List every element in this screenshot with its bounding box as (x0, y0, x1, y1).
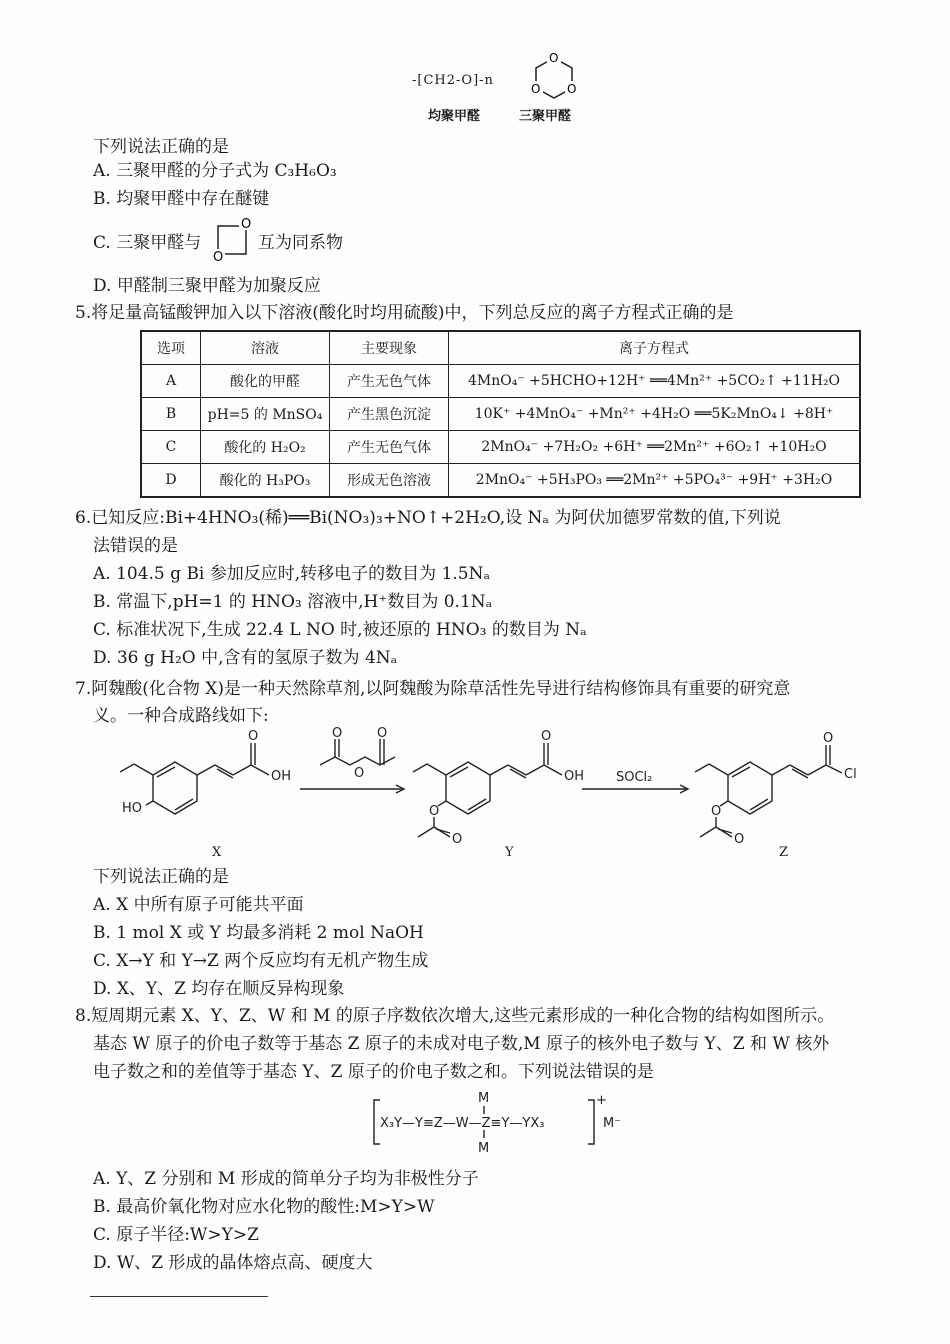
z-carbonyl-o: O (823, 731, 834, 746)
q5-cell: 2MnO₄⁻ +5H₃PO₃ ══2Mn²⁺ +5PO₄³⁻ +9H⁺ +3H₂O (449, 464, 861, 498)
q5-header-option: 选项 (141, 331, 201, 365)
q7-option-c: C. X→Y 和 Y→Z 两个反应均有无机产物生成 (93, 951, 429, 971)
trioxane-o-right: O (567, 82, 577, 96)
q6-option-c: C. 标准状况下,生成 22.4 L NO 时,被还原的 HNO₃ 的数目为 Nₐ (93, 620, 587, 640)
q5-cell: D (141, 464, 201, 498)
q4-option-a: A. 三聚甲醛的分子式为 C₃H₆O₃ (93, 161, 337, 181)
q4-option-c-before: C. 三聚甲醛与 (93, 233, 202, 253)
counter-ion: M⁻ (603, 1116, 622, 1131)
anhydride-o-right: O (377, 726, 388, 741)
y-ester-carbonyl-o: O (452, 832, 463, 847)
q5-cell: pH=5 的 MnSO₄ (201, 398, 330, 431)
polyoxymethylene-caption: 均聚甲醛 (428, 109, 481, 124)
y-carbonyl-o: O (541, 729, 552, 744)
q8-stem-line1: 8.短周期元素 X、Y、Z、W 和 M 的原子序数依次增大,这些元素形成的一种化合物的结构如图所示。 (75, 1006, 835, 1026)
y-ester-o: O (429, 804, 440, 819)
q5-cell: 酸化的 H₃PO₃ (201, 464, 330, 498)
m-top: M (478, 1091, 490, 1106)
compound-z-structure (695, 745, 842, 837)
anhydride-o-left: O (332, 726, 343, 741)
synthesis-route (120, 725, 880, 865)
q6-stem-line2: 法错误的是 (93, 536, 178, 556)
footer-rule (90, 1296, 268, 1297)
reagent-socl2: SOCl₂ (616, 770, 653, 785)
charge: + (596, 1093, 607, 1108)
m-bottom: M (478, 1141, 490, 1156)
q5-header-row (141, 331, 860, 365)
oxetane-o-bottom: O (213, 250, 224, 265)
q5-row-c (141, 431, 860, 464)
q7-option-d: D. X、Y、Z 均存在顺反异构现象 (93, 979, 345, 999)
z-ester-o: O (711, 804, 722, 819)
q6-option-a: A. 104.5 g Bi 参加反应时,转移电子的数目为 1.5Nₐ (93, 564, 491, 584)
q5-row-a (141, 365, 860, 398)
right-bracket (588, 1100, 594, 1144)
q4-option-c-after: 互为同系物 (258, 233, 343, 253)
q5-cell: 产生黑色沉淀 (330, 398, 449, 431)
compound-z-label: Z (779, 845, 789, 860)
q5-cell: C (141, 431, 201, 464)
trioxane-structure (524, 42, 584, 104)
compound-y-label: Y (505, 845, 514, 860)
q8-stem-line3: 电子数之和的差值等于基态 Y、Z 原子的价电子数之和。下列说法错误的是 (93, 1062, 654, 1082)
q5-table (140, 330, 861, 498)
q5-cell: 4MnO₄⁻ +5HCHO+12H⁺ ══4Mn²⁺ +5CO₂↑ +11H₂O (449, 365, 861, 398)
z-ester-carbonyl-o: O (734, 832, 745, 847)
x-ho-label: HO (122, 801, 143, 816)
q5-header-solution: 溶液 (201, 331, 330, 365)
q5-cell: 酸化的 H₂O₂ (201, 431, 330, 464)
q7-sub-stem: 下列说法正确的是 (93, 867, 229, 887)
q5-header-phenomenon: 主要现象 (330, 331, 449, 365)
compound-x-structure (120, 743, 269, 814)
oxetane-structure (212, 217, 256, 265)
q8-option-d: D. W、Z 形成的晶体熔点高、硬度大 (93, 1253, 373, 1273)
q4-stem: 下列说法正确的是 (93, 137, 229, 157)
y-oh-label: OH (564, 769, 585, 784)
acetic-anhydride-structure (320, 739, 395, 765)
q8-option-b: B. 最高价氧化物对应水化物的酸性:M>Y>W (93, 1197, 435, 1217)
q5-cell: A (141, 365, 201, 398)
q6-option-d: D. 36 g H₂O 中,含有的氢原子数为 4Nₐ (93, 648, 398, 668)
trioxane-o-top: O (549, 51, 559, 65)
polyoxymethylene-formula: -[CH2-O]-n (412, 73, 494, 88)
q5-cell: 酸化的甲醛 (201, 365, 330, 398)
q6-stem-line1: 6.已知反应:Bi+4HNO₃(稀)══Bi(NO₃)₃+NO↑+2H₂O,设 Nₐ 为阿伏加德罗常数的值,下列说 (75, 508, 781, 528)
q5-stem: 5.将足量高锰酸钾加入以下溶液(酸化时均用硫酸)中，下列总反应的离子方程式正确的是 (75, 303, 734, 323)
q7-option-b: B. 1 mol X 或 Y 均最多消耗 2 mol NaOH (93, 923, 424, 943)
compound-y-structure (413, 743, 562, 837)
q7-stem-line2: 义。一种合成路线如下: (93, 706, 269, 726)
q5-cell: 产生无色气体 (330, 365, 449, 398)
q7-stem-line1: 7.阿魏酸(化合物 X)是一种天然除草剂,以阿魏酸为除草活性先导进行结构修饰具有重要的研究意 (75, 679, 791, 699)
q5-row-d (141, 464, 860, 498)
structure-chain: X₃Y—Y≡Z—W—Z≡Y—YX₃ (380, 1116, 545, 1131)
q5-cell: B (141, 398, 201, 431)
anhydride-o-bridge: O (354, 766, 365, 781)
q5-row-b (141, 398, 860, 431)
trioxane-o-left: O (531, 82, 541, 96)
q8-ionic-structure (368, 1088, 638, 1158)
q5-cell: 10K⁺ +4MnO₄⁻ +Mn²⁺ +4H₂O ══5K₂MnO₄↓ +8H⁺ (449, 398, 861, 431)
x-oh-label: OH (271, 769, 292, 784)
q5-header-equation: 离子方程式 (449, 331, 861, 365)
q4-option-b: B. 均聚甲醛中存在醚键 (93, 189, 270, 209)
q5-cell: 产生无色气体 (330, 431, 449, 464)
q5-cell: 2MnO₄⁻ +7H₂O₂ +6H⁺ ══2Mn²⁺ +6O₂↑ +10H₂O (449, 431, 861, 464)
oxetane-o-top: O (241, 217, 252, 232)
q5-cell: 形成无色溶液 (330, 464, 449, 498)
q8-option-a: A. Y、Z 分别和 M 形成的简单分子均为非极性分子 (93, 1169, 479, 1189)
q8-stem-line2: 基态 W 原子的价电子数等于基态 Z 原子的未成对电子数,M 原子的核外电子数与 Y、Z 和 W 核外 (93, 1034, 830, 1054)
z-cl-label: Cl (844, 767, 857, 782)
q6-option-b: B. 常温下,pH=1 的 HNO₃ 溶液中,H⁺数目为 0.1Nₐ (93, 592, 493, 612)
q7-option-a: A. X 中所有原子可能共平面 (93, 895, 304, 915)
q8-option-c: C. 原子半径:W>Y>Z (93, 1225, 259, 1245)
x-carbonyl-o: O (248, 729, 259, 744)
compound-x-label: X (212, 845, 222, 860)
q4-option-d: D. 甲醛制三聚甲醛为加聚反应 (93, 276, 321, 296)
trioxane-caption: 三聚甲醛 (519, 109, 572, 124)
